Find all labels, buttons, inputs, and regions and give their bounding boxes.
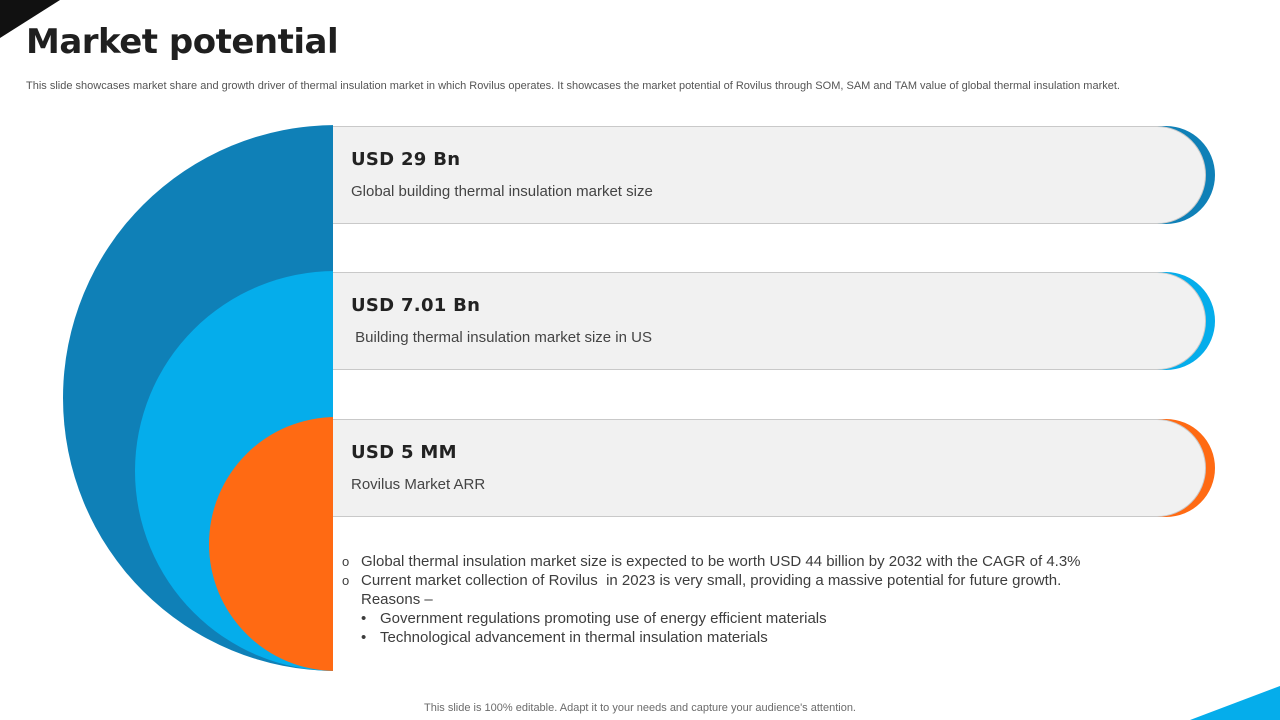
reason-item <box>342 609 1162 628</box>
reason-text: Technological advancement in thermal insulation materials <box>380 629 768 646</box>
circle-bullet-icon: o <box>342 554 350 569</box>
som-card <box>333 419 1215 517</box>
page-title: Market potential <box>26 22 339 62</box>
tam-value: USD 29 Bn <box>351 149 461 170</box>
note-text: Global thermal insulation market size is expected to be worth USD 44 billion by 2032 with the CAGR of 4.3% <box>361 553 1081 570</box>
tam-description: Global building thermal insulation market size <box>351 183 653 200</box>
note-item <box>342 571 1162 590</box>
corner-decoration-bottom-right <box>1190 686 1280 720</box>
bullet-icon: • <box>361 610 367 627</box>
footer-note: This slide is 100% editable. Adapt it to your needs and capture your audience's attention. <box>424 702 856 714</box>
reason-item <box>342 628 1162 647</box>
bullet-icon: • <box>361 629 367 646</box>
market-notes <box>342 552 1162 647</box>
page-subtitle: This slide showcases market share and growth driver of thermal insulation market in which Rovilus operates. It showcases the market potential of Rovilus through SOM, SAM and TAM value of global thermal insulation market. <box>26 80 1120 92</box>
sam-card <box>333 272 1215 370</box>
tam-card <box>333 126 1215 224</box>
reason-text: Government regulations promoting use of energy efficient materials <box>380 610 827 627</box>
sam-value: USD 7.01 Bn <box>351 295 481 316</box>
note-item <box>342 552 1162 571</box>
som-description: Rovilus Market ARR <box>351 476 486 493</box>
note-text: Current market collection of Rovilus in 2023 is very small, providing a massive potential for future growth. <box>361 572 1062 589</box>
reasons-label: Reasons – <box>361 591 433 608</box>
sam-description: Building thermal insulation market size in US <box>351 329 652 346</box>
circle-bullet-icon: o <box>342 573 350 588</box>
som-value: USD 5 MM <box>351 442 457 463</box>
